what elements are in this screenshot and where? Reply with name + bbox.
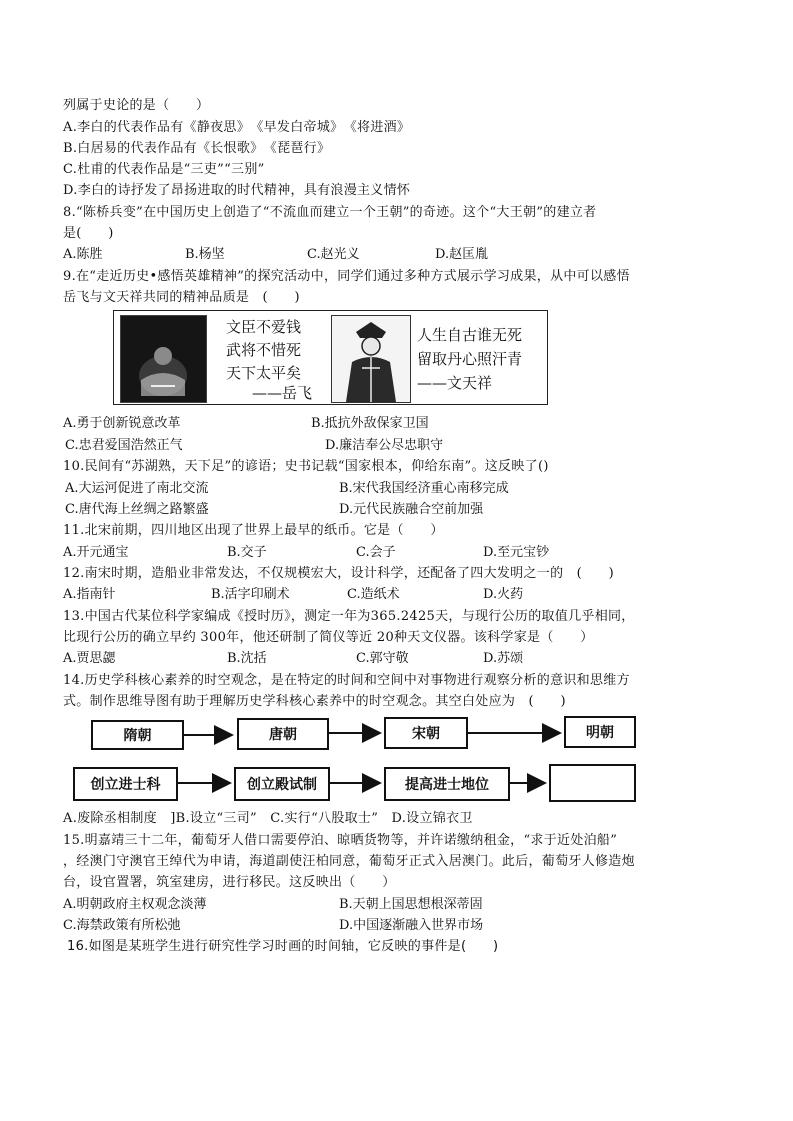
q15-stem-line2: ，经澳门守澳官王绰代为申请，海道副使汪柏同意，葡萄牙正式入居澳门。此后，葡萄牙人修造炮 <box>63 854 635 869</box>
q8-stem-line2: 是( ) <box>63 226 114 241</box>
q10-stem: 10.民间有“苏湖熟，天下足”的谚语；史书记载“国家根本，仰给东南”。这反映了() <box>63 459 549 474</box>
q7-option-a: A.李白的代表作品有《静夜思》 《早发白帝城》 《将进酒》 <box>63 120 411 135</box>
q13-option-a: A.贾思勰 <box>63 651 116 666</box>
q12-option-b: B.活字印刷术 <box>211 587 290 602</box>
q11-option-c: C.会子 <box>356 545 396 560</box>
q8-option-a: A.陈胜 <box>63 247 103 262</box>
flow-box-blank <box>549 764 636 802</box>
q9-option-b: B.抵抗外敌保家卫国 <box>311 416 429 431</box>
q15-stem-line3: 台，设官置署，筑室建房，进行移民。这反映出（ ） <box>63 875 396 890</box>
q13-option-d: D.苏颂 <box>483 651 524 666</box>
wentianxiang-quote-author: ——文天祥 <box>417 374 493 392</box>
q12-option-c: C.造纸术 <box>347 587 400 602</box>
q8-option-d: D.赵匡胤 <box>435 247 489 262</box>
q15-option-c: C.海禁政策有所松弛 <box>63 918 181 933</box>
q9-option-d: D.廉洁奉公尽忠职守 <box>325 438 444 453</box>
flow-box-song: 宋朝 <box>384 717 468 749</box>
q9-option-a: A.勇于创新锐意改革 <box>63 416 181 431</box>
wentianxiang-quote-line1: 人生自古谁无死 <box>417 326 523 344</box>
q7-stem-end: 列属于史论的是（ ） <box>63 98 210 113</box>
q8-option-c: C.赵光义 <box>307 247 360 262</box>
q9-stem-line1: 9.在“走近历史•感悟英雄精神”的探究活动中，同学们通过多种方式展示学习成果，从中可以感悟 <box>63 269 630 284</box>
q11-option-d: D.至元宝钞 <box>483 545 550 560</box>
q14-stem-line1: 14.历史学科核心素养的时空观念，是在特定的时间和空间中对事物进行观察分析的意识和思维方 <box>63 673 630 688</box>
q15-option-b: B.天朝上国思想根深蒂固 <box>339 897 483 912</box>
q10-option-c: C.唐代海上丝绸之路繁盛 <box>65 502 209 517</box>
q11-option-b: B.交子 <box>227 545 267 560</box>
yuefei-quote-line3: 天下太平矣 <box>226 364 302 382</box>
q14-stem-line2: 式。制作思维导图有助于理解历史学科核心素养中的时空观念。其空白处应为 ( ) <box>63 694 566 709</box>
q15-option-a: A.明朝政府主权观念淡薄 <box>63 897 207 912</box>
flow-box-ming: 明朝 <box>564 716 636 748</box>
q11-stem: 11.北宋前期，四川地区出现了世界上最早的纸币。它是（ ） <box>63 523 444 538</box>
q16-stem: 16.如图是某班学生进行研究性学习时画的时间轴，它反映的事件是( ) <box>67 939 499 954</box>
q7-option-b: B.白居易的代表作品有《长恨歌》 《琵琶行》 <box>63 141 331 156</box>
q8-stem-line1: 8.“陈桥兵变”在中国历史上创造了“不流血而建立一个王朝”的奇迹。这个“大王朝”的建立者 <box>63 205 597 220</box>
flow-box-dianshi: 创立殿试制 <box>234 767 330 801</box>
q13-stem-line2: 比现行公历的确立早约 300年，他还研制了简仪等近 20种天文仪器。该科学家是（ ） <box>63 630 594 645</box>
q12-option-a: A.指南针 <box>63 587 116 602</box>
wentianxiang-quote-line2: 留取丹心照汗青 <box>417 350 523 368</box>
yuefei-quote-line2: 武将不惜死 <box>226 341 302 359</box>
flow-box-jinshike: 创立进士科 <box>73 767 178 801</box>
flow-box-jinshi-status: 提高进士地位 <box>384 767 510 801</box>
q12-option-d: D.火药 <box>483 587 524 602</box>
flow-box-sui: 隋朝 <box>91 720 184 750</box>
q8-option-b: B.杨坚 <box>185 247 225 262</box>
q9-stem-line2: 岳飞与文天祥共同的精神品质是 ( ) <box>63 290 300 305</box>
q9-option-c: C.忠君爱国浩然正气 <box>65 438 183 453</box>
yuefei-quote-author: ——岳飞 <box>252 384 313 402</box>
q14-options: A.废除丞相制度 ]B.设立“三司” C.实行“八股取士” D.设立锦衣卫 <box>63 811 473 826</box>
q13-option-b: B.沈括 <box>227 651 267 666</box>
q7-option-d: D.李白的诗抒发了昂扬进取的时代精神，具有浪漫主义情怀 <box>63 183 411 198</box>
q15-stem-line1: 15.明嘉靖三十二年，葡萄牙人借口需要停泊、晾晒货物等，并许诺缴纳租金，“求于近处泊船” <box>63 833 618 848</box>
q15-option-d: D.中国逐渐融入世界市场 <box>339 918 484 933</box>
q11-option-a: A.开元通宝 <box>63 545 129 560</box>
q13-option-c: C.郭守敬 <box>356 651 409 666</box>
q7-option-c: C.杜甫的代表作品是“三吏”“三别” <box>63 162 265 177</box>
q12-stem: 12.南宋时期，造船业非常发达，不仅规模宏大，设计科学，还配备了四大发明之一的 ( ) <box>63 566 615 581</box>
flow-box-tang: 唐朝 <box>237 718 329 750</box>
q10-option-d: D.元代民族融合空前加强 <box>339 502 484 517</box>
q10-option-b: B.宋代我国经济重心南移完成 <box>339 481 509 496</box>
q10-option-a: A.大运河促进了南北交流 <box>65 481 209 496</box>
q13-stem-line1: 13.中国古代某位科学家编成《授时历》，测定一年为365.2425天，与现行公历的取值几乎相同， <box>63 609 635 624</box>
yuefei-quote-line1: 文臣不爱钱 <box>226 318 302 336</box>
